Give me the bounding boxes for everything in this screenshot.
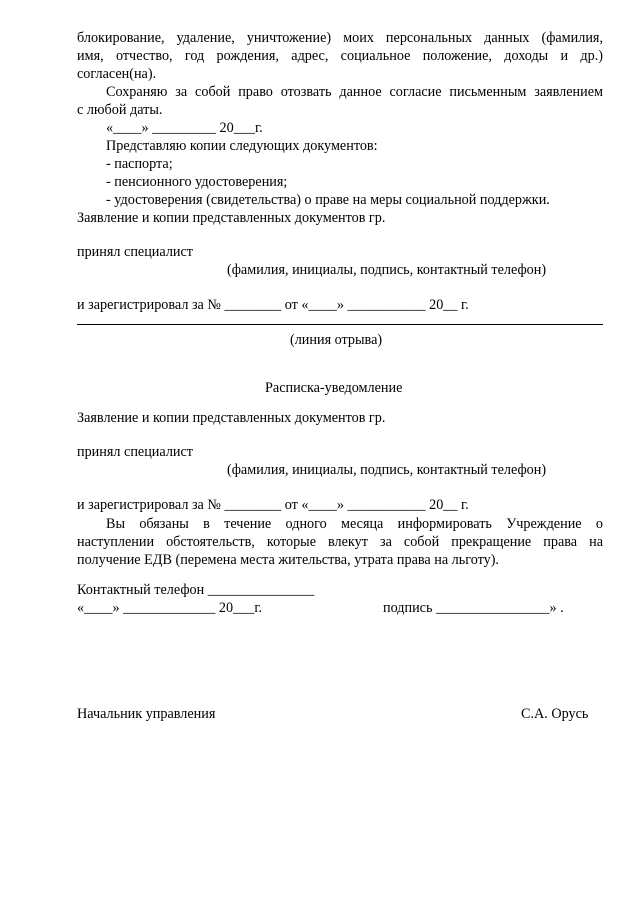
notice-specialist-line: принял специалист bbox=[77, 444, 193, 460]
notice-title: Расписка-уведомление bbox=[265, 380, 403, 396]
document-item: - пенсионного удостоверения; bbox=[106, 174, 288, 190]
consent-line-2: имя, отчество, год рождения, адрес, социальное положение, доходы и др.) bbox=[77, 48, 603, 64]
specialist-line: принял специалист bbox=[77, 244, 193, 260]
obligation-line-3: получение ЕДВ (перемена места жительства, утрата права на льготу). bbox=[77, 552, 499, 568]
documents-intro: Представляю копии следующих документов: bbox=[106, 138, 378, 154]
revoke-line-1: Сохраняю за собой право отозвать данное согласие письменным заявлением bbox=[106, 84, 603, 100]
specialist-hint: (фамилия, инициалы, подпись, контактный телефон) bbox=[227, 262, 547, 278]
document-item: - удостоверения (свидетельства) о праве на меры социальной поддержки. bbox=[106, 192, 550, 208]
footer-position: Начальник управления bbox=[77, 706, 216, 722]
notice-specialist-hint: (фамилия, инициалы, подпись, контактный телефон) bbox=[227, 462, 547, 478]
obligation-line-2: наступлении обстоятельств, которые влекут за собой прекращение права на bbox=[77, 534, 603, 550]
consent-line-3: согласен(на). bbox=[77, 66, 157, 82]
tear-line-label: (линия отрыва) bbox=[290, 332, 383, 348]
consent-date-line: «____» _________ 20___г. bbox=[106, 120, 263, 136]
footer-name: С.А. Орусь bbox=[521, 706, 589, 722]
signature-line: подпись ________________» . bbox=[383, 600, 564, 616]
notice-date-line: «____» _____________ 20___г. bbox=[77, 600, 263, 616]
consent-line-1: блокирование, удаление, уничтожение) моих персональных данных (фамилия, bbox=[77, 30, 603, 46]
obligation-line-1: Вы обязаны в течение одного месяца информировать Учреждение о bbox=[106, 516, 603, 532]
tear-line bbox=[77, 324, 603, 325]
registration-line: и зарегистрировал за № ________ от «____» ___________ 20__ г. bbox=[77, 297, 469, 313]
contact-phone-line: Контактный телефон _______________ bbox=[77, 582, 315, 598]
notice-accepted-from-line: Заявление и копии представленных документов гр. bbox=[77, 410, 386, 426]
notice-registration-line: и зарегистрировал за № ________ от «____» ___________ 20__ г. bbox=[77, 497, 469, 513]
revoke-line-2: с любой даты. bbox=[77, 102, 163, 118]
document-item: - паспорта; bbox=[106, 156, 173, 172]
accepted-from-line: Заявление и копии представленных документов гр. bbox=[77, 210, 386, 226]
